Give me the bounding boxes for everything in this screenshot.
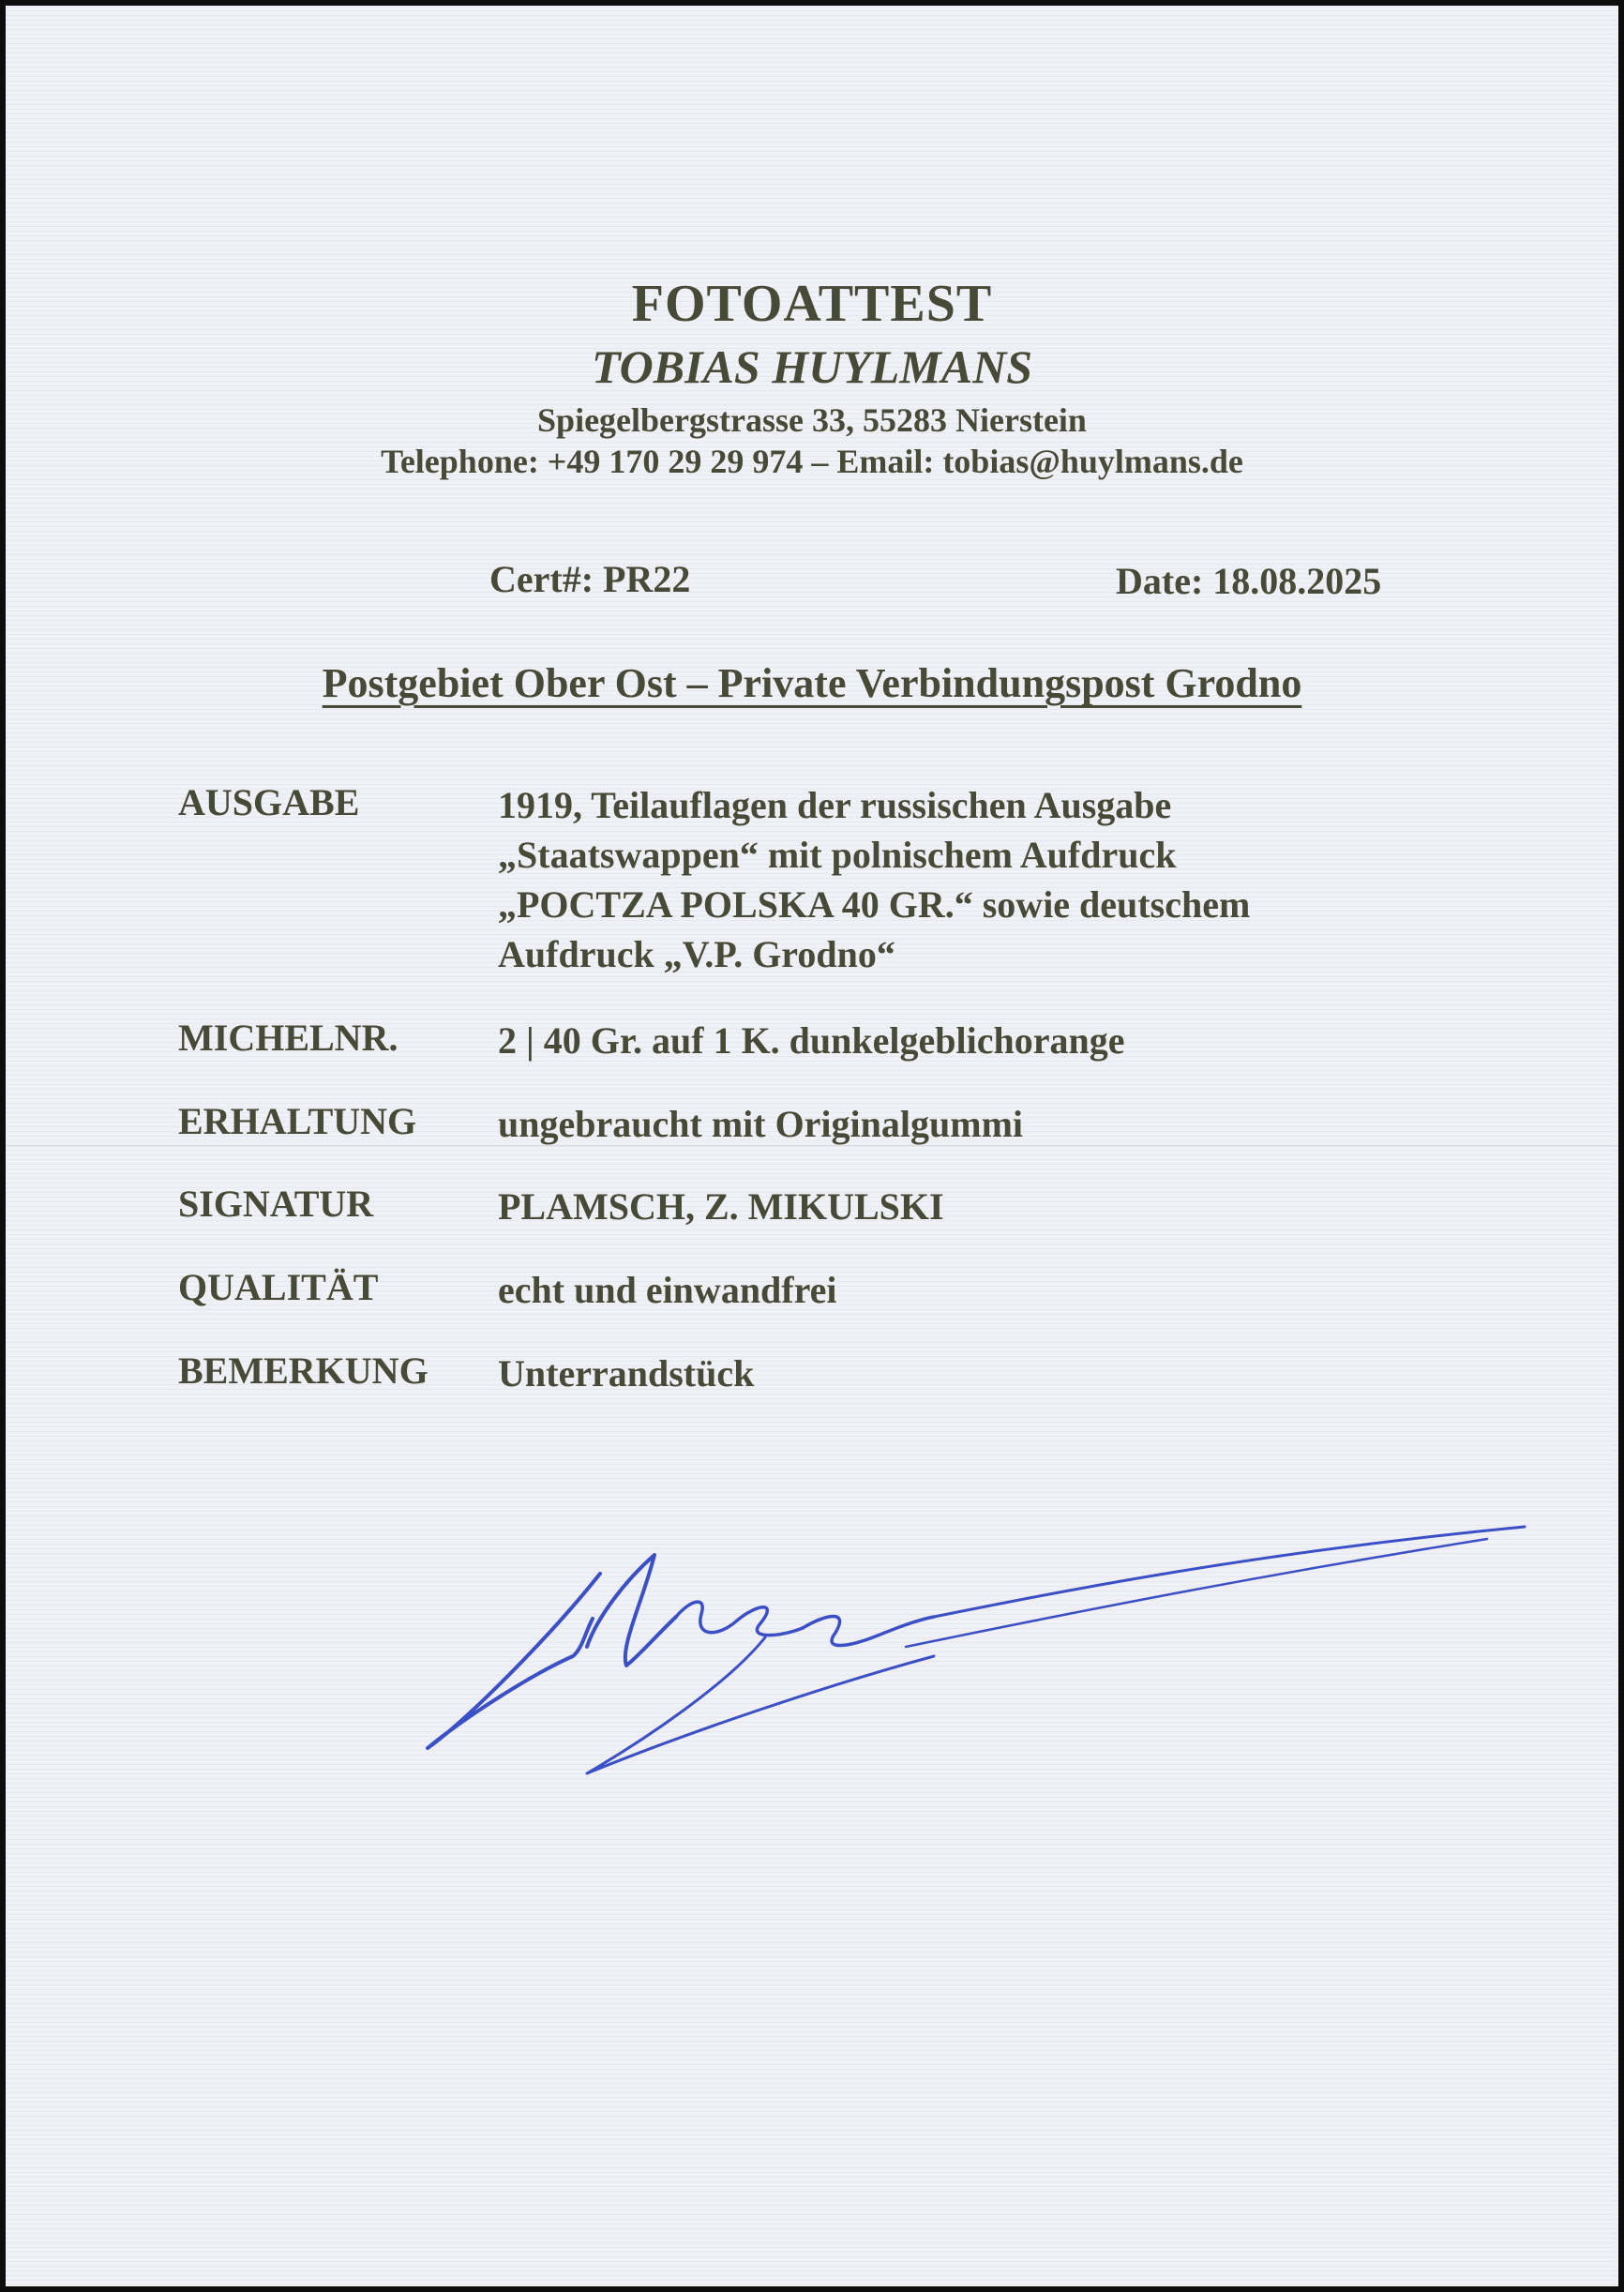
field-value-line: Aufdruck „V.P. Grodno“ — [498, 933, 895, 975]
field-label-michelnr: MICHELNR. — [178, 1017, 398, 1059]
field-label-erhaltung: ERHALTUNG — [178, 1100, 417, 1142]
field-label-ausgabe: AUSGABE — [178, 781, 360, 823]
field-label-signatur: SIGNATUR — [178, 1183, 374, 1225]
field-value-qualitaet: echt und einwandfrei — [498, 1269, 837, 1311]
handwritten-signature — [409, 1506, 1543, 1787]
issuer-contact: Telephone: +49 170 29 29 974 – Email: tobias@huylmans.de — [381, 443, 1243, 480]
field-label-bemerkung: BEMERKUNG — [178, 1350, 429, 1392]
field-value-line: „POCTZA POLSKA 40 GR.“ sowie deutschem — [498, 883, 1251, 926]
field-value-michelnr: 2 | 40 Gr. auf 1 K. dunkelgeblichorange — [498, 1019, 1125, 1062]
field-value-signatur: PLAMSCH, Z. MIKULSKI — [498, 1185, 944, 1228]
field-value-ausgabe — [498, 780, 1250, 979]
certificate-number: Cert#: PR22 — [489, 558, 691, 600]
certificate-date: Date: 18.08.2025 — [1116, 560, 1382, 602]
field-value-erhaltung: ungebraucht mit Originalgummi — [498, 1103, 1024, 1145]
certificate-sheet — [6, 6, 1618, 2286]
issuer-address: Spiegelbergstrasse 33, 55283 Nierstein — [537, 401, 1087, 439]
document-title: FOTOATTEST — [631, 275, 993, 333]
subject-heading: Postgebiet Ober Ost – Private Verbindungspost Grodno — [322, 660, 1302, 706]
field-label-qualitaet: QUALITÄT — [178, 1266, 379, 1308]
field-value-line: 1919, Teilauflagen der russischen Ausgabe — [498, 784, 1172, 826]
issuer-name: TOBIAS HUYLMANS — [591, 340, 1033, 393]
field-value-line: „Staatswappen“ mit polnischem Aufdruck — [498, 834, 1177, 876]
field-value-bemerkung: Unterrandstück — [498, 1352, 755, 1395]
